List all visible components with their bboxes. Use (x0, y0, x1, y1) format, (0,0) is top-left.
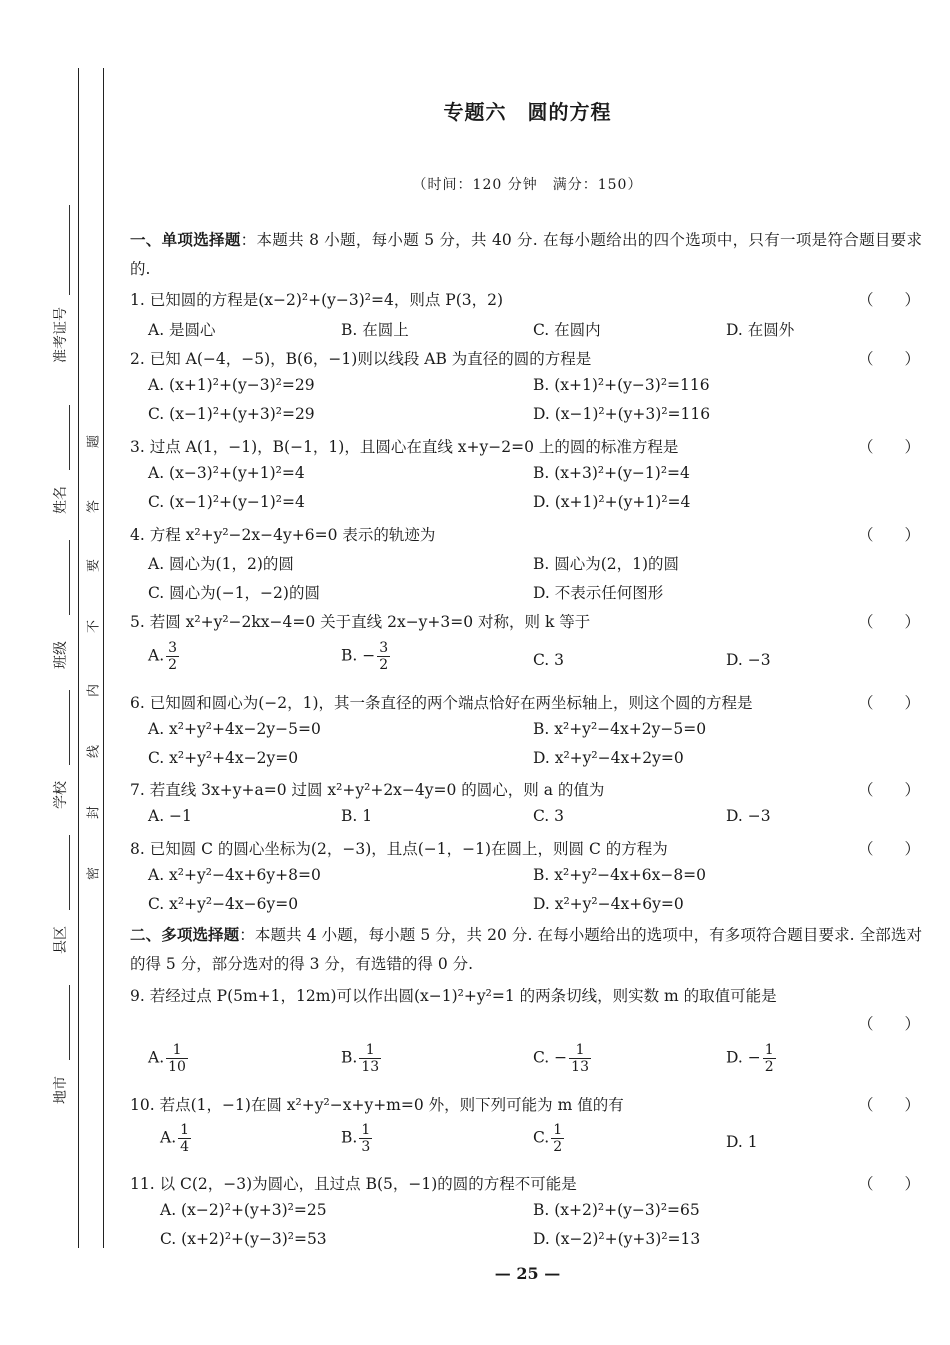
option-a[interactable]: A. (x+1)²+(y−3)²=29 (148, 376, 315, 394)
denominator: 3 (361, 1139, 371, 1155)
city-label: 地市 (53, 1076, 69, 1104)
option-b[interactable]: B. 在圆上 (341, 321, 409, 339)
section-1-text: ：本题共 8 小题，每小题 5 分，共 40 分. 在每小题给出的四个选项中，只有一项是符合题目要求的. (130, 231, 922, 278)
question-stem: 11. 以 C(2，−3)为圆心，且过点 B(5，−1)的圆的方程不可能是 (130, 1175, 577, 1193)
section-2-heading: 二、多项选择题 (130, 926, 240, 944)
option-b[interactable]: B. 1 (341, 807, 373, 825)
numerator: 1 (361, 1122, 371, 1138)
seal-char: 不 (86, 620, 102, 634)
answer-blank[interactable]: （ ） (857, 694, 920, 712)
option-c[interactable]: C. 圆心为(−1，−2)的圆 (148, 584, 320, 602)
option-label: D. − (726, 1048, 761, 1067)
option-d[interactable]: D. −3 (726, 807, 771, 825)
denominator: 13 (571, 1059, 589, 1075)
option-a[interactable]: A. −1 (148, 807, 192, 825)
fraction (359, 1042, 381, 1075)
option-d[interactable] (726, 1042, 776, 1075)
option-d[interactable]: D. (x−2)²+(y+3)²=13 (533, 1230, 701, 1248)
option-b[interactable]: B. (x+2)²+(y−3)²=65 (533, 1201, 700, 1219)
option-d[interactable]: D. (x+1)²+(y+1)²=4 (533, 493, 691, 511)
answer-blank[interactable]: （ ） (857, 840, 920, 858)
numerator: 1 (166, 1042, 188, 1059)
section-2-text: ：本题共 4 小题，每小题 5 分，共 20 分. 在每小题给出的选项中，有多项符合题目要求. 全部选对的得 5 分，部分选对的得 3 分，有选错的得 0 分. (130, 926, 922, 973)
option-c[interactable]: C. (x+2)²+(y−3)²=53 (160, 1230, 327, 1248)
numerator: 1 (180, 1122, 190, 1138)
seal-char: 答 (86, 500, 102, 514)
question-10 (130, 1093, 920, 1115)
numerator: 1 (569, 1042, 591, 1059)
section-2-instructions (130, 921, 922, 979)
question-3 (130, 435, 920, 457)
option-b[interactable]: B. (x+3)²+(y−1)²=4 (533, 464, 690, 482)
numerator: 3 (168, 640, 178, 656)
seal-char: 题 (86, 435, 102, 449)
answer-blank[interactable]: （ ） (857, 291, 920, 309)
seal-char: 内 (86, 684, 102, 698)
option-c[interactable]: C. x²+y²−4x−6y=0 (148, 895, 299, 913)
field-rule (69, 405, 70, 470)
field-rule (69, 835, 70, 910)
question-6 (130, 691, 920, 713)
section-1-heading: 一、单项选择题 (130, 231, 241, 249)
question-stem: 6. 已知圆和圆心为(−2，1)，其一条直径的两个端点恰好在两坐标轴上，则这个圆的方程是 (130, 694, 753, 712)
binding-line-inner (103, 68, 104, 1248)
option-c[interactable] (533, 1122, 564, 1155)
denominator: 10 (168, 1059, 186, 1075)
answer-blank[interactable]: （ ） (857, 438, 920, 456)
question-stem: 1. 已知圆的方程是(x−2)²+(y−3)²=4，则点 P(3，2) (130, 291, 504, 309)
fraction (166, 640, 179, 673)
admission-number-field[interactable] (38, 205, 84, 375)
option-d[interactable]: D. (x−1)²+(y+3)²=116 (533, 405, 711, 423)
denominator: 2 (168, 657, 178, 673)
page-number: — 25 — (494, 1264, 561, 1283)
answer-blank[interactable]: （ ） (857, 1015, 920, 1033)
numerator: 1 (359, 1042, 381, 1059)
school-label: 学校 (53, 781, 69, 809)
option-a[interactable] (148, 640, 179, 673)
fraction (763, 1042, 776, 1075)
fraction (569, 1042, 591, 1075)
question-stem: 4. 方程 x²+y²−2x−4y+6=0 表示的轨迹为 (130, 526, 436, 544)
answer-blank[interactable]: （ ） (857, 350, 920, 368)
question-stem: 5. 若圆 x²+y²−2kx−4=0 关于直线 2x−y+3=0 对称，则 k 等于 (130, 613, 591, 631)
option-label: B. (341, 1048, 358, 1067)
option-d[interactable]: D. x²+y²−4x+6y=0 (533, 895, 684, 913)
option-b[interactable] (341, 640, 390, 673)
fraction (359, 1122, 372, 1155)
question-stem: 3. 过点 A(1，−1)，B(−1，1)，且圆心在直线 x+y−2=0 上的圆的标准方程是 (130, 438, 679, 456)
answer-blank[interactable]: （ ） (857, 781, 920, 799)
option-d[interactable]: D. 1 (726, 1133, 758, 1151)
name-label: 姓名 (53, 486, 69, 514)
school-field[interactable] (38, 690, 84, 820)
option-a[interactable] (160, 1122, 191, 1155)
option-c[interactable]: C. 3 (533, 651, 565, 669)
option-c[interactable]: C. (x−1)²+(y+3)²=29 (148, 405, 315, 423)
denominator: 2 (379, 657, 389, 673)
county-field[interactable] (38, 835, 84, 965)
option-a[interactable]: A. (x−2)²+(y+3)²=25 (160, 1201, 327, 1219)
denominator: 4 (180, 1139, 190, 1155)
option-d[interactable]: D. 在圆外 (726, 321, 795, 339)
option-a[interactable]: A. (x−3)²+(y+1)²=4 (148, 464, 305, 482)
field-rule (69, 690, 70, 765)
numerator: 1 (764, 1042, 774, 1058)
class-label: 班级 (53, 641, 69, 669)
denominator: 2 (553, 1139, 563, 1155)
answer-blank[interactable]: （ ） (857, 526, 920, 544)
county-label: 县区 (53, 926, 69, 954)
option-label: B. (341, 1128, 358, 1147)
option-a[interactable]: A. 圆心为(1，2)的圆 (148, 555, 294, 573)
option-b[interactable] (341, 1042, 381, 1075)
question-8 (130, 837, 920, 859)
option-c[interactable]: C. 在圆内 (533, 321, 601, 339)
option-d[interactable]: D. 不表示任何图形 (533, 584, 664, 602)
question-2 (130, 347, 920, 369)
option-a[interactable] (148, 1042, 188, 1075)
fraction (377, 640, 390, 673)
option-a[interactable]: A. 是圆心 (148, 321, 216, 339)
option-b[interactable] (341, 1122, 372, 1155)
field-rule (69, 985, 70, 1060)
question-stem: 7. 若直线 3x+y+a=0 过圆 x²+y²+2x−4y=0 的圆心，则 a 的值为 (130, 781, 605, 799)
seal-char: 要 (86, 559, 102, 573)
question-stem: 8. 已知圆 C 的圆心坐标为(2，−3)，且点(−1，−1)在圆上，则圆 C 的方程为 (130, 840, 668, 858)
answer-blank[interactable]: （ ） (857, 613, 920, 631)
option-label: A. (160, 1128, 177, 1147)
option-b[interactable]: B. x²+y²−4x+6x−8=0 (533, 866, 707, 884)
answer-blank[interactable]: （ ） (857, 1175, 920, 1193)
option-b[interactable]: B. x²+y²−4x+2y−5=0 (533, 720, 707, 738)
question-7 (130, 778, 920, 800)
fraction (166, 1042, 188, 1075)
option-c[interactable]: C. 3 (533, 807, 565, 825)
field-rule (69, 205, 70, 295)
option-d[interactable]: D. −3 (726, 651, 771, 669)
option-a[interactable]: A. x²+y²−4x+6y+8=0 (148, 866, 321, 884)
exam-info: （时间：120 分钟 满分：150） (412, 177, 643, 193)
denominator: 2 (764, 1059, 774, 1075)
option-c[interactable]: C. x²+y²+4x−2y=0 (148, 749, 299, 767)
option-label: C. − (533, 1048, 568, 1067)
option-a[interactable]: A. x²+y²+4x−2y−5=0 (148, 720, 321, 738)
question-9 (130, 984, 920, 1006)
option-d[interactable]: D. x²+y²−4x+2y=0 (533, 749, 684, 767)
fraction (178, 1122, 191, 1155)
option-c[interactable] (533, 1042, 591, 1075)
option-c[interactable]: C. (x−1)²+(y−1)²=4 (148, 493, 305, 511)
option-label: A. (148, 646, 165, 665)
page-title: 专题六 圆的方程 (443, 100, 612, 124)
seal-char: 封 (86, 806, 102, 820)
denominator: 13 (361, 1059, 380, 1075)
question-4 (130, 523, 920, 545)
question-1 (130, 288, 920, 310)
city-field[interactable] (38, 985, 84, 1115)
option-b[interactable]: B. (x+1)²+(y−3)²=116 (533, 376, 710, 394)
option-label: B. − (341, 646, 376, 665)
question-11 (130, 1172, 920, 1194)
question-stem: 9. 若经过点 P(5m+1，12m)可以作出圆(x−1)²+y²=1 的两条切线，则实数 m 的取值可能是 (130, 987, 777, 1005)
numerator: 1 (553, 1122, 563, 1138)
admission-number-label: 准考证号 (53, 307, 69, 363)
section-1-instructions (130, 226, 922, 284)
option-label: A. (148, 1048, 165, 1067)
class-field[interactable] (38, 540, 84, 675)
seal-char: 密 (86, 867, 102, 881)
answer-blank[interactable]: （ ） (857, 1096, 920, 1114)
question-stem: 2. 已知 A(−4，−5)，B(6，−1)则以线段 AB 为直径的圆的方程是 (130, 350, 592, 368)
name-field[interactable] (38, 405, 84, 525)
seal-char: 线 (86, 745, 102, 759)
question-stem: 10. 若点(1，−1)在圆 x²+y²−x+y+m=0 外，则下列可能为 m 值的有 (130, 1096, 624, 1114)
option-label: C. (533, 1128, 550, 1147)
fraction (551, 1122, 564, 1155)
field-rule (69, 540, 70, 615)
numerator: 3 (379, 640, 389, 656)
option-b[interactable]: B. 圆心为(2，1)的圆 (533, 555, 680, 573)
question-5 (130, 610, 920, 632)
